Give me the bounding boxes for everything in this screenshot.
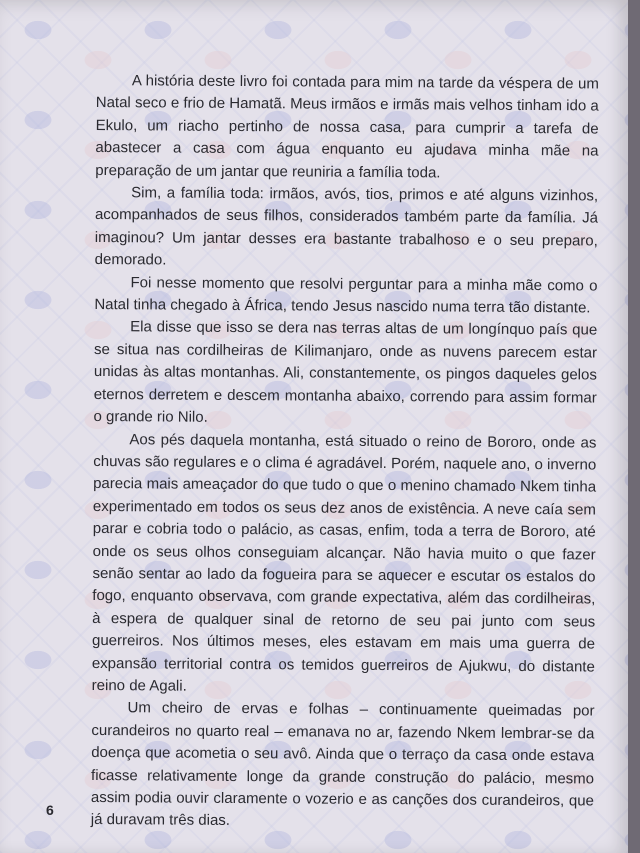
- page-edge-shadow: [628, 0, 640, 853]
- page-number: 6: [46, 802, 54, 818]
- paragraph-3: Foi nesse momento que resolvi perguntar para a minha mãe como o Natal tinha chegado à África, tendo Jesus nascido numa terra tão distante.: [94, 273, 598, 317]
- paragraph-4: Ela disse que isso se dera nas terras altas de um longínquo país que se situa nas cordilheiras de Kilimanjaro, onde as nuvens parecem estar unidas às altas montanhas. Ali, constantemente, os pingos daqueles gelos eternos derretem e descem montanha abaixo, correndo para assim formar o grande rio Nilo.: [93, 318, 598, 426]
- body-text: [91, 70, 599, 835]
- paragraph-2: Sim, a família toda: irmãos, avós, tios, primos e até alguns vizinhos, acompanhados de seus filhos, considerados também parte da família. Já imaginou? Um jantar desses era bastante trabalhoso e o seu preparo, demorado.: [94, 184, 599, 269]
- paragraph-5: Aos pés daquela montanha, está situado o reino de Bororo, onde as chuvas são regulares e o clima é agradável. Porém, naquele ano, o inverno parecia mais ameaçador do que tudo o que o menino chamado Nkem tinha experimentado em todos os seus dez anos de existência. A neve caía sem parar e cobria todo o palácio, as casas, enfim, toda a terra de Bororo, até onde os seus olhos conseguiam alcançar. Não havia muito o que fazer senão sentar ao lado da fogueira para se aquecer e escutar os estalos do fogo, enquanto observava, com grande expectativa, além das cordilheiras, à espera de qualquer sinal de retorno de seu pai junto com seus guerreiros. Nos últimos meses, eles estavam em mais uma guerra de expansão territorial contra os temidos guerreiros de Ajukwu, do distante reino de Agali.: [91, 430, 597, 695]
- paragraph-6: Um cheiro de ervas e folhas – continuamente queimadas por curandeiros no quarto real – emanava no ar, fazendo Nkem lembrar-se da doença que acometia o seu avô. Ainda que o terraço da casa onde estava ficasse relativamente longe da grande construção do palácio, mesmo assim podia ouvir claramente o vozerio e as canções dos curandeiros, que já duravam três dias.: [90, 699, 595, 830]
- paragraph-1: A história deste livro foi contada para mim na tarde da véspera de um Natal seco e frio de Hamatã. Meus irmãos e irmãs mais velhos tinham ido a Ekulo, um riacho pertinho de nossa casa, para cumprir a tarefa de abastecer a casa com água enquanto eu ajudava minha mãe na preparação de um jantar que reuniria a família toda.: [95, 72, 599, 182]
